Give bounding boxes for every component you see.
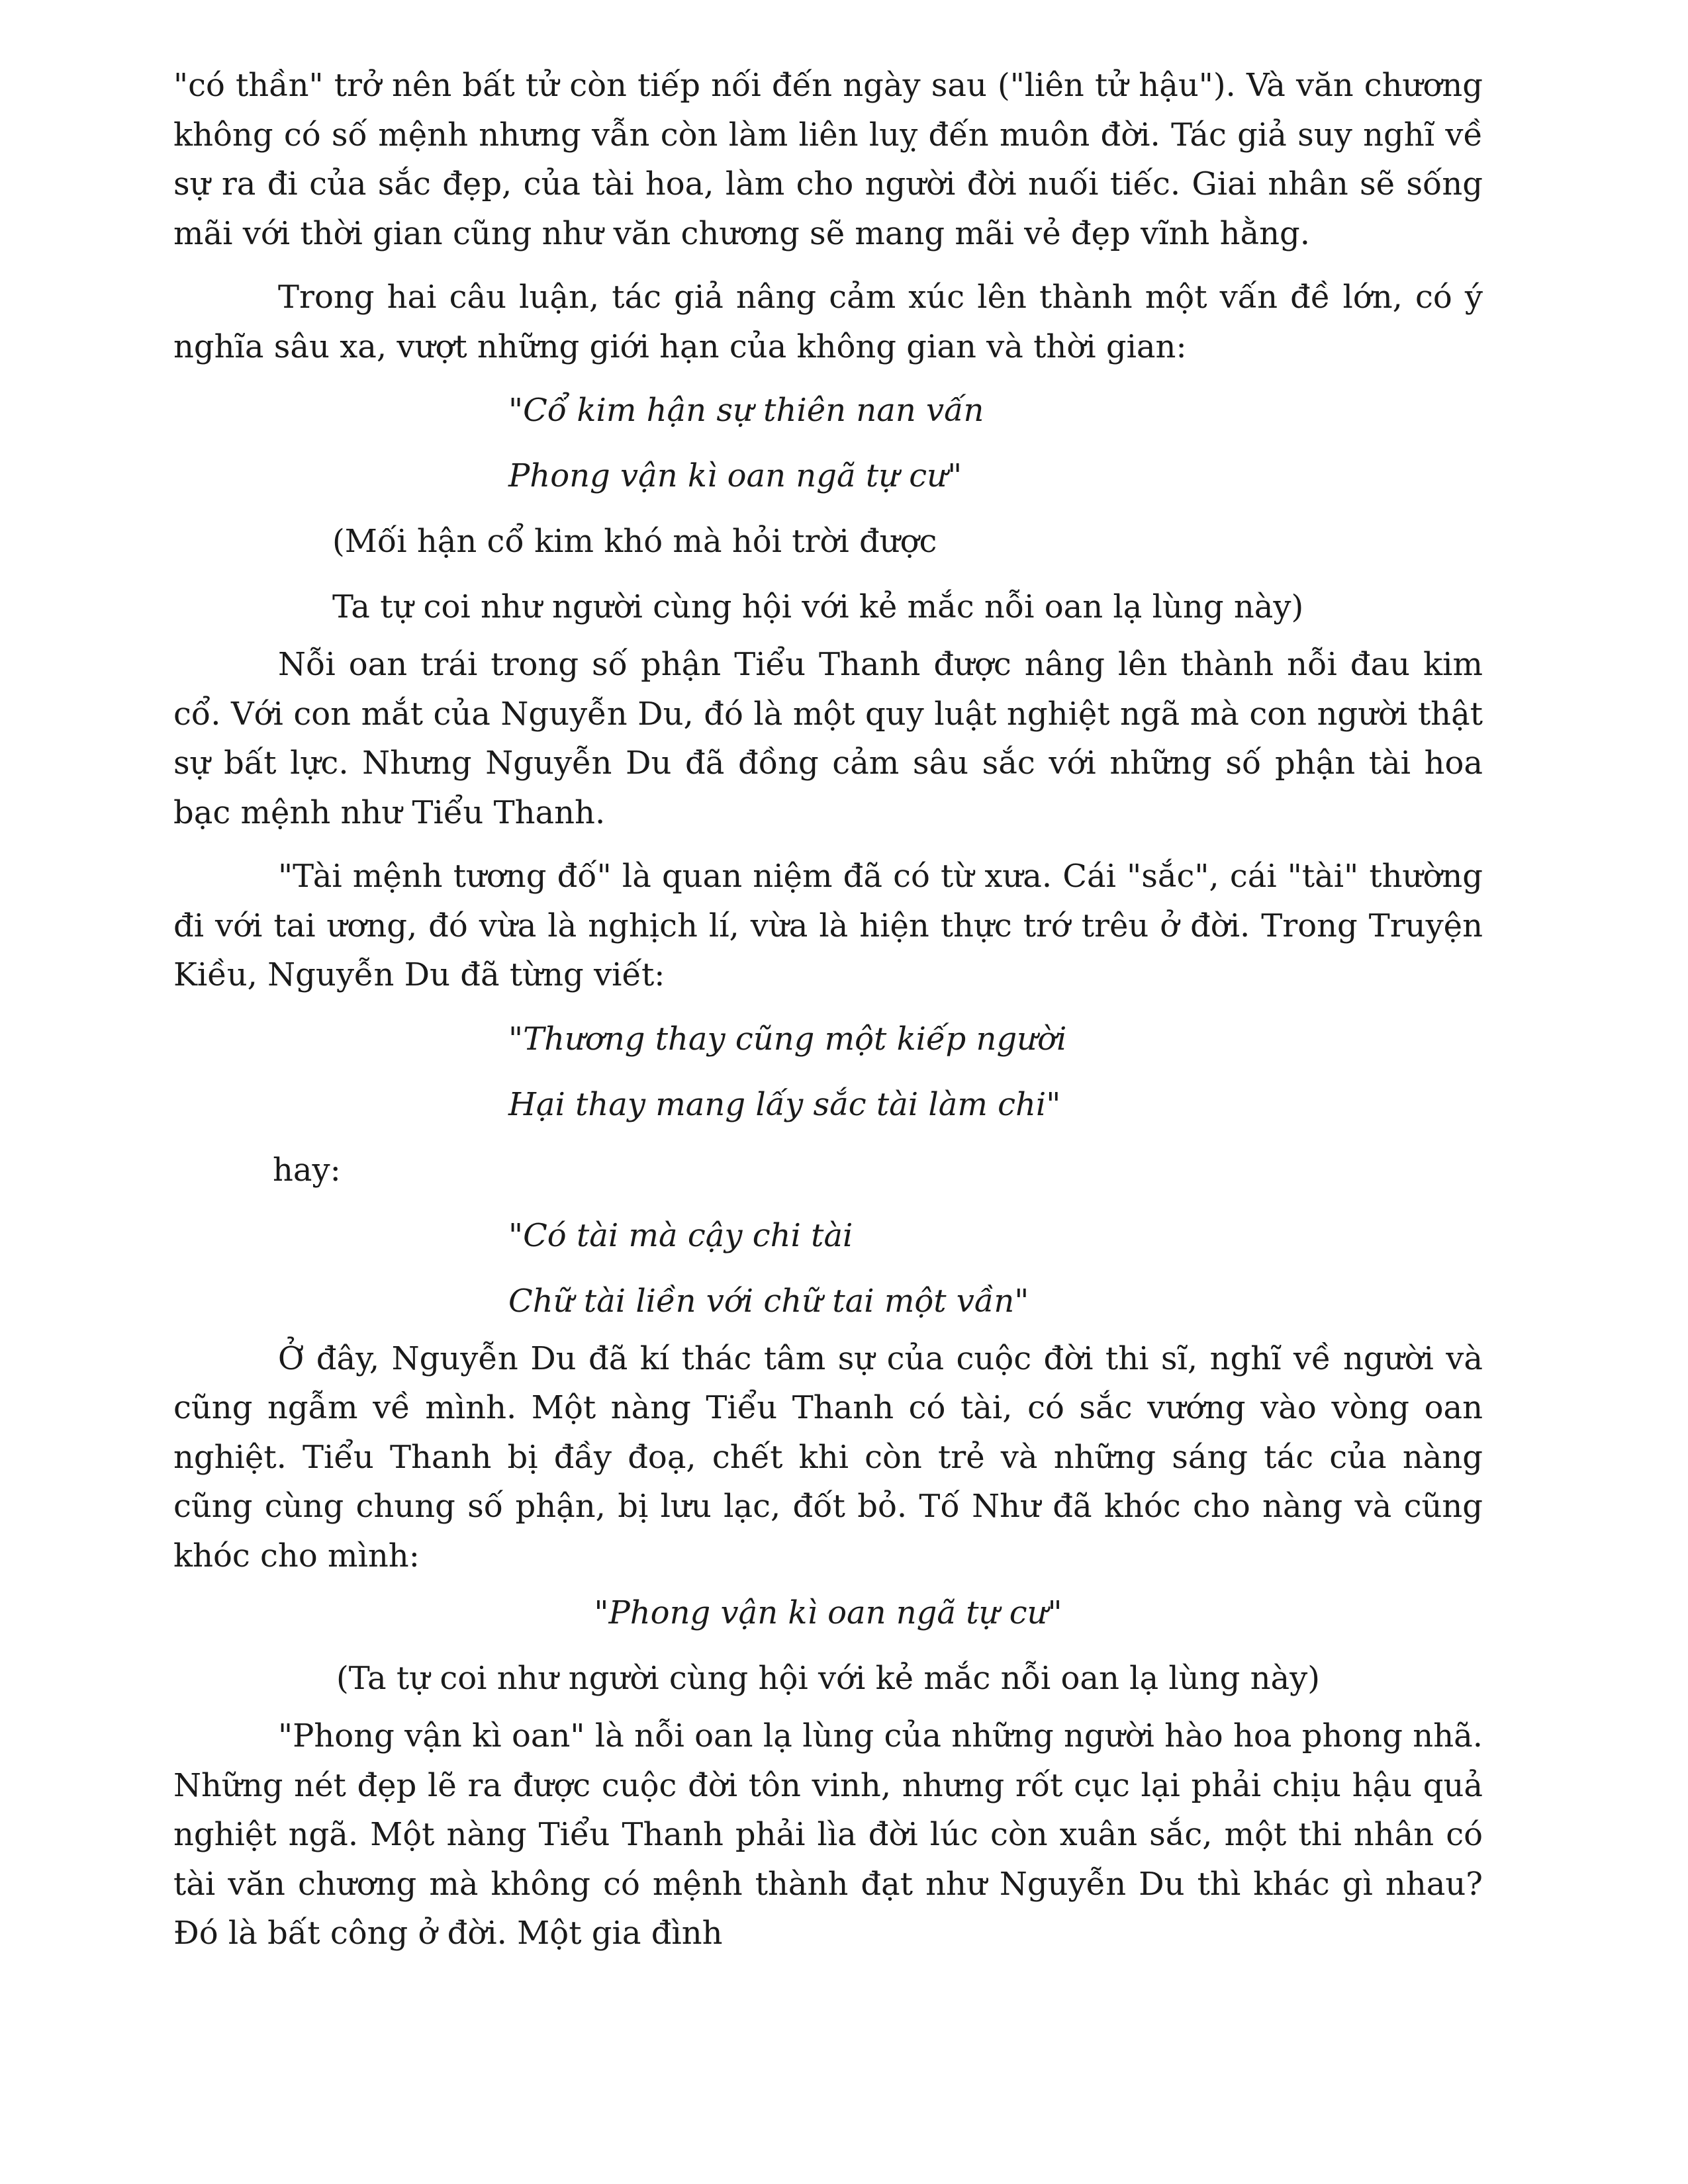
verse-2-line-2: Hại thay mang lấy sắc tài làm chi" — [508, 1085, 1061, 1123]
verse-2-line-1: "Thương thay cũng một kiếp người — [508, 1020, 1067, 1058]
verse-1-line-2: Phong vận kì oan ngã tự cư" — [508, 457, 962, 494]
translation-1-line-1: (Mối hận cổ kim khó mà hỏi trời được — [332, 523, 937, 560]
verse-3-line-1: "Có tài mà cậy chi tài — [508, 1216, 853, 1254]
verse-3-line-2: Chữ tài liền với chữ tai một vần" — [508, 1282, 1029, 1320]
paragraph-2: Trong hai câu luận, tác giả nâng cảm xúc lên thành một vấn đề lớn, có ý nghĩa sâu xa, vượt những giới hạn của không gian và thời gian: — [173, 279, 1483, 365]
translation-1-line-2: Ta tự coi như người cùng hội với kẻ mắc nỗi oan lạ lùng này) — [332, 588, 1304, 625]
translation-4-line-1: (Ta tự coi như người cùng hội với kẻ mắc nỗi oan lạ lùng này) — [336, 1660, 1320, 1697]
verse-4-line-1: "Phong vận kì oan ngã tự cư" — [594, 1594, 1062, 1631]
document-page — [173, 61, 1483, 1958]
paragraph-3: Nỗi oan trái trong số phận Tiểu Thanh được nâng lên thành nỗi đau kim cổ. Với con mắt của Nguyễn Du, đó là một quy luật nghiệt ngã mà con người thật sự bất lực. Nhưng Nguyễn Du đã đồng cảm sâu sắc với những số phận tài hoa bạc mệnh như Tiểu Thanh. — [173, 646, 1483, 831]
paragraph-5: Ở đây, Nguyễn Du đã kí thác tâm sự của cuộc đời thi sĩ, nghĩ về người và cũng ngẫm về mình. Một nàng Tiểu Thanh có tài, có sắc vướng vào vòng oan nghiệt. Tiểu Thanh bị đầy đoạ, chết khi còn trẻ và những sáng tác của nàng cũng cùng chung số phận, bị lưu lạc, đốt bỏ. Tố Như đã khóc cho nàng và cũng khóc cho mình: — [173, 1340, 1483, 1574]
paragraph-4: "Tài mệnh tương đố" là quan niệm đã có từ xưa. Cái "sắc", cái "tài" thường đi với tai ương, đó vừa là nghịch lí, vừa là hiện thực trớ trêu ở đời. Trong Truyện Kiều, Nguyễn Du đã từng viết: — [173, 858, 1483, 993]
verse-1-line-1: "Cổ kim hận sự thiên nan vấn — [508, 392, 984, 429]
connector-hay: hay: — [273, 1151, 341, 1189]
paragraph-6: "Phong vận kì oan" là nỗi oan lạ lùng của những người hào hoa phong nhã. Những nét đẹp lẽ ra được cuộc đời tôn vinh, nhưng rốt cục lại phải chịu hậu quả nghiệt ngã. Một nàng Tiểu Thanh phải lìa đời lúc còn xuân sắc, một thi nhân có tài văn chương mà không có mệnh thành đạt như Nguyễn Du thì khác gì nhau? Đó là bất công ở đời. Một gia đình — [173, 1717, 1483, 1952]
paragraph-1: "có thần" trở nên bất tử còn tiếp nối đến ngày sau ("liên tử hậu"). Và văn chương không có số mệnh nhưng vẫn còn làm liên luỵ đến muôn đời. Tác giả suy nghĩ về sự ra đi của sắc đẹp, của tài hoa, làm cho người đời nuối tiếc. Giai nhân sẽ sống mãi với thời gian cũng như văn chương sẽ mang mãi vẻ đẹp vĩnh hằng. — [173, 67, 1483, 252]
